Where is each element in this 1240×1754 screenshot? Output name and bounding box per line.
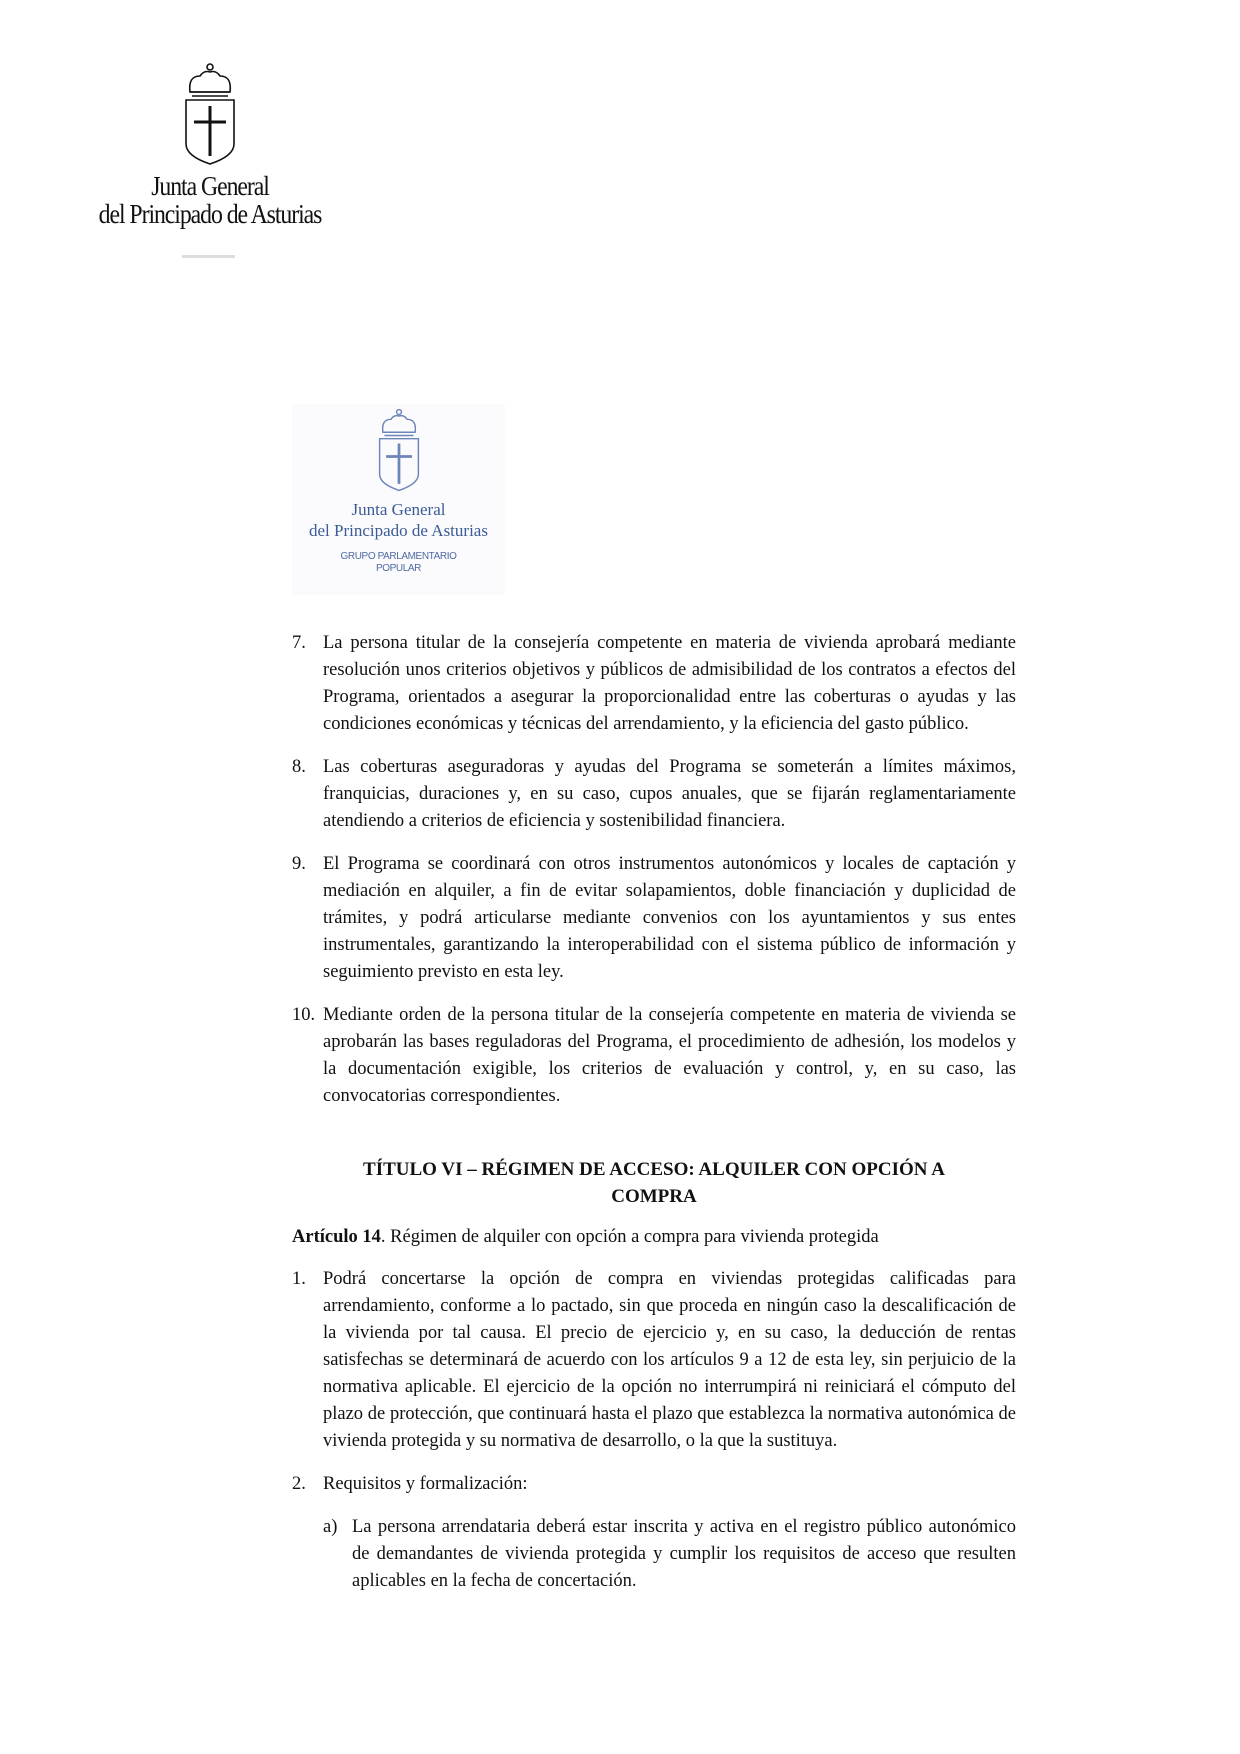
list-item	[292, 1266, 1016, 1455]
list-item	[292, 851, 1016, 986]
item-text: Las coberturas aseguradoras y ayudas del Programa se someterán a límites máximos, franquicias, duraciones y, en su caso, cupos anuales, que se fijarán reglamentariamente atendiendo a criterios de eficiencia y sostenibilidad financiera.	[323, 757, 1016, 831]
item-number: 1.	[292, 1269, 306, 1289]
item-text: Requisitos y formalización:	[323, 1474, 528, 1494]
item-number: 10.	[292, 1005, 316, 1025]
header-logo	[80, 62, 340, 228]
header-logo-line2: del Principado de Asturias	[98, 199, 322, 229]
document-body	[292, 630, 1016, 1595]
header-divider	[182, 255, 235, 258]
group-logo-line2: del Principado de Asturias	[309, 521, 488, 540]
item-letter: a)	[323, 1517, 338, 1537]
group-logo-line3: GRUPO PARLAMENTARIO	[340, 551, 457, 562]
asturias-crest-icon	[375, 408, 423, 492]
article-title: . Régimen de alquiler con opción a compra para vivienda protegida	[380, 1227, 879, 1247]
group-logo-line4: POPULAR	[376, 563, 421, 574]
item-number: 9.	[292, 854, 306, 874]
item-text: El Programa se coordinará con otros instrumentos autonómicos y locales de captación y mediación en alquiler, a fin de evitar solapamientos, doble financiación y duplicidad de trámites, y podrá articularse mediante convenios con los ayuntamientos y sus entes instrumentales, garantizando la interoperabilidad con el sistema público de información y seguimiento previsto en esta ley.	[323, 854, 1016, 982]
group-logo-line1: Junta General	[351, 500, 446, 519]
asturias-crest-icon	[182, 62, 238, 166]
sub-list-item	[323, 1514, 1016, 1595]
item-number: 7.	[292, 633, 306, 653]
item-number: 2.	[292, 1474, 306, 1494]
list-item	[292, 754, 1016, 835]
item-text: La persona arrendataria deberá estar inscrita y activa en el registro público autonómico de demandantes de vivienda protegida y cumplir los requisitos de acceso que resulten aplicables en la fecha de concertación.	[352, 1517, 1016, 1591]
list-item	[292, 630, 1016, 738]
item-text: La persona titular de la consejería competente en materia de vivienda aprobará mediante resolución unos criterios objetivos y públicos de admisibilidad de los contratos a efectos del Programa, orientados a asegurar la proporcionalidad entre las coberturas o ayudas y las condiciones económicas y técnicas del arrendamiento, y la eficiencia del gasto público.	[323, 633, 1016, 734]
item-number: 8.	[292, 757, 306, 777]
list-item	[292, 1002, 1016, 1110]
item-text: Mediante orden de la persona titular de la consejería competente en materia de vivienda se aprobarán las bases reguladoras del Programa, el procedimiento de adhesión, los modelos y la documentación exigible, los criterios de evaluación y control, y, en su caso, las convocatorias correspondientes.	[323, 1005, 1016, 1106]
item-text: Podrá concertarse la opción de compra en viviendas protegidas calificadas para arrendamiento, conforme a lo pactado, sin que proceda en ningún caso la descalificación de la vivienda por tal causa. El precio de ejercicio y, en su caso, la deducción de rentas satisfechas se determinará de acuerdo con los artículos 9 a 12 de esta ley, sin perjuicio de la normativa aplicable. El ejercicio de la opción no interrumpirá ni reiniciará el cómputo del plazo de protección, que continuará hasta el plazo que establezca la normativa autonómica de vivienda protegida y su normativa de desarrollo, o la que la sustituya.	[323, 1269, 1016, 1451]
article-label: Artículo 14	[292, 1227, 381, 1247]
section-title: TÍTULO VI – RÉGIMEN DE ACCESO: ALQUILER CON OPCIÓN A COMPRA	[363, 1159, 945, 1207]
article-heading	[292, 1224, 1016, 1251]
list-item	[292, 1471, 1016, 1498]
group-logo	[292, 404, 505, 595]
header-logo-line1: Junta General	[151, 171, 269, 201]
